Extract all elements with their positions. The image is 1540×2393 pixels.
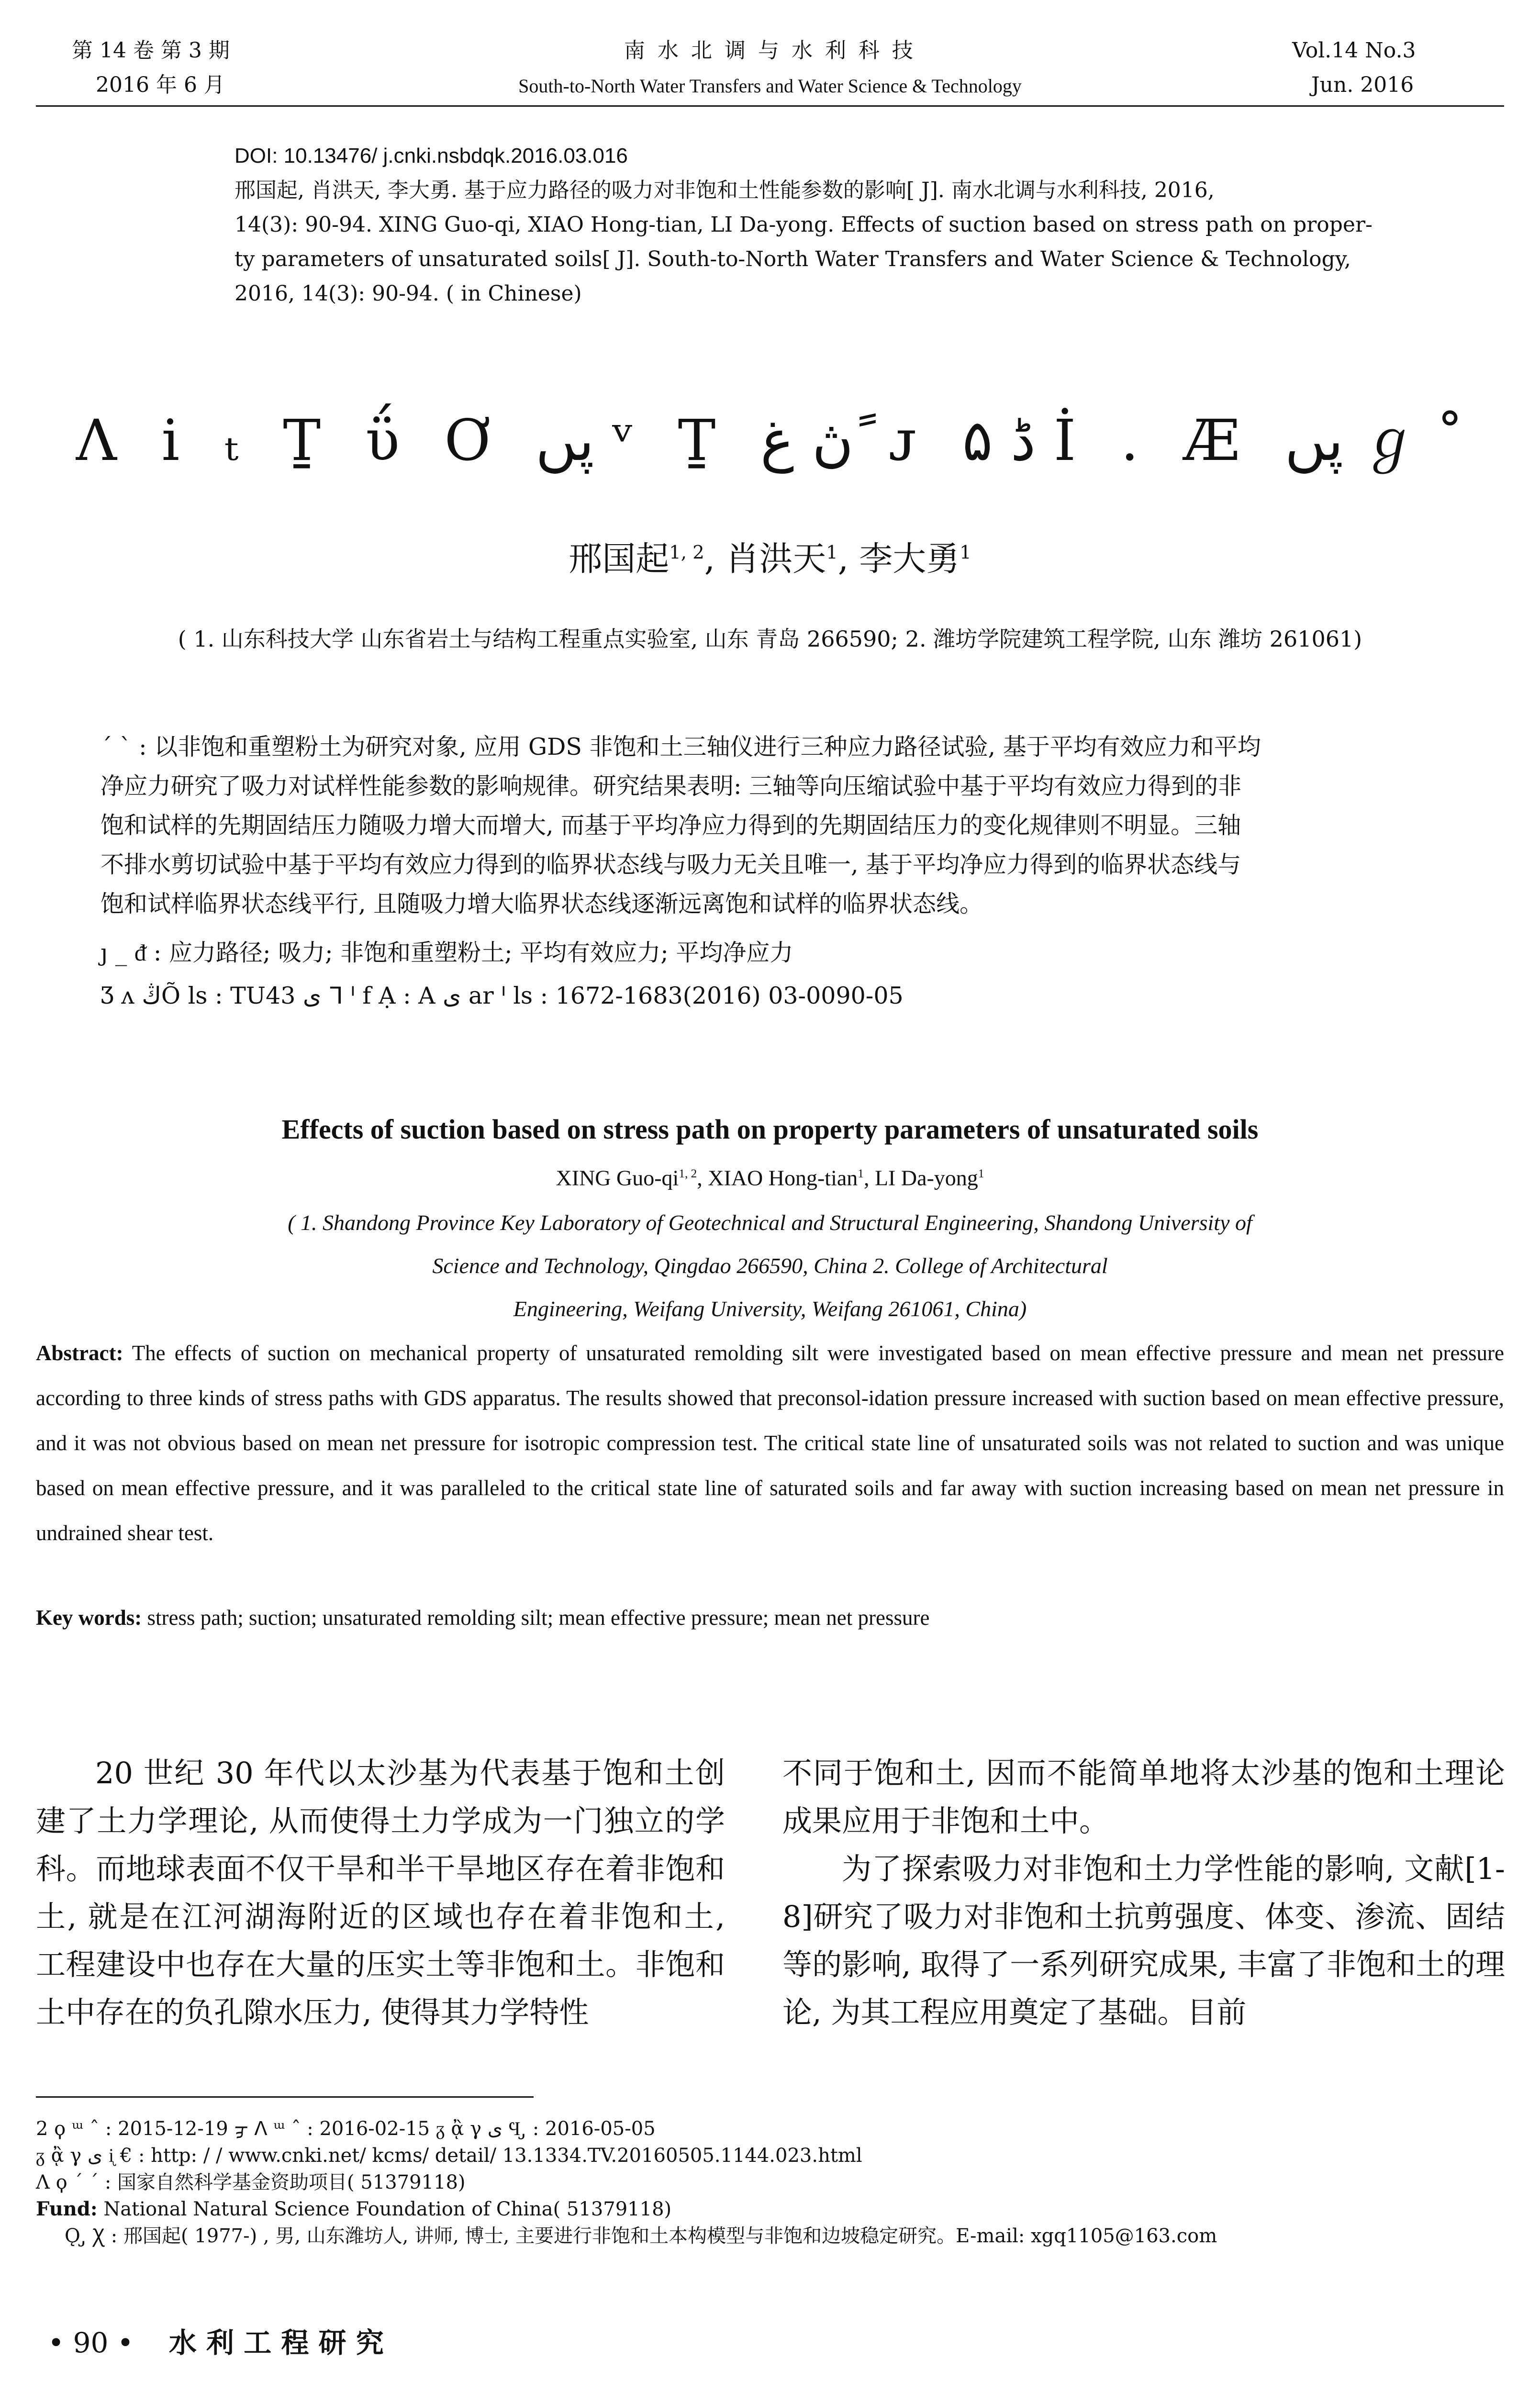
author-name: 李大勇 [859, 539, 960, 579]
citation-line: 邢国起, 肖洪天, 李大勇. 基于应力路径的吸力对非饱和土性能参数的影响[ J]. 南水北调与水利科技, 2016, [234, 178, 1215, 202]
keywords-label: Key words: [36, 1606, 142, 1630]
page-number: • 90 • [48, 2326, 134, 2359]
author-name: 肖洪天 [725, 539, 826, 579]
authors-cn: 邢国起$^{1, 2}$, 肖洪天$^1$, 李大勇$^1$ [569, 539, 971, 579]
abstract-cn [100, 727, 1455, 924]
affiliation-en-line: Science and Technology, Qingdao 266590, China 2. College of Architectural [432, 1253, 1108, 1278]
body-column-right [782, 1749, 1505, 2036]
footnote-author-bio: Ǫ ̡ Ꭓ : 邢国起( 1977-) , 男, 山东潍坊人, 讲师, 博士, 主要进行非饱和土本构模型与非饱和边坡稳定研究。E-mail: xgq1105@163.com [65, 2225, 1217, 2247]
citation-line: ty parameters of unsaturated soils[ J]. South-to-North Water Transfers and Water Science & Technology, [234, 247, 1351, 271]
author-en: XING Guo-qi [556, 1165, 679, 1190]
fund-label: Fund: [36, 2198, 98, 2220]
citation-block [234, 139, 1488, 311]
affiliation-en [96, 1201, 1444, 1331]
affiliation-en-line: ( 1. Shandong Province Key Laboratory of Geotechnical and Structural Engineering, Shandong University of [288, 1210, 1252, 1235]
footnote-url: ᵹ ᾂ γ ى ᶖ € : http: / / www.cnki.net/ kcms/ detail/ 13.1334.TV.20160505.1144.023.html [36, 2145, 862, 2167]
author-affil-sup: 1, 2 [679, 1167, 697, 1180]
doi: DOI: 10.13476/ j.cnki.nsbdqk.2016.03.016 [234, 144, 628, 168]
header-journal-en: South-to-North Water Transfers and Water Science & Technology [518, 75, 1022, 97]
affiliation-cn: ( 1. 山东科技大学 山东省岩土与结构工程重点实验室, 山东 青岛 266590; 2. 潍坊学院建筑工程学院, 山东 潍坊 261061) [178, 626, 1362, 652]
footnote-fund-cn: Ʌ ϙ ˊ ˊ : 国家自然科学基金资助项目( 51379118) [36, 2171, 466, 2193]
header-journal-cn: 南 水 北 调 与 水 利 科 技 [624, 38, 916, 63]
fund-text: National Natural Science Foundation of China( 51379118) [103, 2198, 672, 2220]
author-name: 邢国起 [569, 539, 670, 579]
body-paragraph: 为了探索吸力对非饱和土力学性能的影响, 文献[1-8]研究了吸力对非饱和土抗剪强度、体变、渗流、固结等的影响, 取得了一系列研究成果, 丰富了非饱和土的理论, 为其工程应用奠定了基础。目前 [782, 1851, 1505, 2030]
abstract-label: Abstract: [36, 1341, 123, 1365]
author-affil-sup: 1 [858, 1167, 864, 1180]
keywords-en [36, 1601, 1504, 1634]
author-en: LI Da-yong [874, 1165, 978, 1190]
body-column-left [36, 1749, 725, 2036]
journal-short-name: 水 利 工 程 研 究 [168, 2326, 384, 2359]
abstract-en [36, 1331, 1504, 1555]
keywords-text: stress path; suction; unsaturated remolding silt; mean effective pressure; mean net pressure [147, 1606, 930, 1630]
authors-en: XING Guo-qi$^{1, 2}$, XIAO Hong-tian$^1$, LI Da-yong$^1$ [556, 1165, 984, 1190]
abstract-text: The effects of suction on mechanical property of unsaturated remolding silt were investigated based on mean effective pressure and mean net pressure according to three kinds of stress paths with GDS apparatus. The results showed that preconsol-idation pressure increased with suction based on mean effective pressure, and it was not obvious based on mean net pressure for isotropic compression test. The critical state line of unsaturated soils was not related to suction and was unique based on mean effective pressure, and it was paralleled to the critical state line of saturated soils and far away with suction increasing based on mean net pressure in undrained shear test. [36, 1341, 1504, 1545]
body-paragraph: 20 世纪 30 年代以太沙基为代表基于饱和土创建了土力学理论, 从而使得土力学成为一门独立的学科。而地球表面不仅干旱和半干旱地区存在着非饱和土, 就是在江河湖海附近的区域也存在着非饱和土, 工程建设中也存在大量的压实土等非饱和土。非饱和土中存在的负孔隙水压力, 使得其力学特性 [36, 1756, 725, 2030]
header-month-year: Jun. 2016 [1311, 73, 1414, 97]
author-affil-sup: 1 [978, 1167, 984, 1180]
author-affil-sup: 1 [960, 542, 971, 563]
header-rule [36, 105, 1504, 107]
footnote-dates: 2 ϙ ᵚ ˆ : 2015-12-19 ᢖ ᐱ ᵚ ˆ : 2016-02-15 ᵹ ᾂ γ ى Ϥ ̡ : 2016-05-05 [36, 2118, 656, 2140]
abstract-cn-line: 净应力研究了吸力对试样性能参数的影响规律。研究结果表明: 三轴等向压缩试验中基于平均有效应力得到的非 [100, 772, 1242, 800]
abstract-cn-line: ˊ ˋ : 以非饱和重塑粉土为研究对象, 应用 GDS 非饱和土三轴仪进行三种应力路径试验, 基于平均有效应力和平均 [100, 733, 1261, 760]
body-paragraph: 不同于饱和土, 因而不能简单地将太沙基的饱和土理论成果应用于非饱和土中。 [782, 1756, 1505, 1838]
abstract-cn-line: 不排水剪切试验中基于平均有效应力得到的临界状态线与吸力无关且唯一, 基于平均净应力得到的临界状态线与 [100, 851, 1241, 878]
footnotes [36, 2115, 1504, 2249]
header-date: 2016 年 6 月 [96, 73, 225, 97]
header-vol-no: Vol.14 No.3 [1292, 38, 1416, 63]
citation-line: 2016, 14(3): 90-94. ( in Chinese) [234, 281, 582, 306]
keywords-cn: ȷ _ ᵭ : 应力路径; 吸力; 非饱和重塑粉土; 平均有效应力; 平均净应力 [100, 939, 793, 966]
citation-line: 14(3): 90-94. XING Guo-qi, XIAO Hong-tian, LI Da-yong. Effects of suction based on stress path on proper- [234, 212, 1373, 237]
header-volume-issue: 第 14 卷 第 3 期 [72, 38, 230, 63]
author-en: XIAO Hong-tian [708, 1165, 858, 1190]
affiliation-en-line: Engineering, Weifang University, Weifang 261061, China) [513, 1297, 1027, 1321]
paper-title-cn: Ʌ i ₜ Ṯ ΰ Ơ پں ᵛ Ṯ ڽ غ ً ᴊ ۵ ڈ İ . Æ پں ℊ ˚ [76, 407, 1464, 473]
footnote-rule [36, 2096, 534, 2098]
page-footer [48, 2326, 384, 2359]
classification-line: Ʒ ᴧ ڭÕ ls : TU43 ى ᒣ ᑊ f Ạ : A ى ar ᑊ ls : 1672-1683(2016) 03-0090-05 [100, 982, 904, 1009]
abstract-cn-line: 饱和试样的先期固结压力随吸力增大而增大, 而基于平均净应力得到的先期固结压力的变化规律则不明显。三轴 [100, 812, 1241, 839]
paper-title-en: Effects of suction based on stress path on property parameters of unsaturated soils [281, 1114, 1259, 1145]
author-affil-sup: 1 [826, 542, 838, 563]
footnote-fund-en [36, 2196, 1504, 2223]
abstract-cn-line: 饱和试样临界状态线平行, 且随吸力增大临界状态线逐渐远离饱和试样的临界状态线。 [100, 890, 983, 917]
author-affil-sup: 1, 2 [669, 542, 704, 563]
